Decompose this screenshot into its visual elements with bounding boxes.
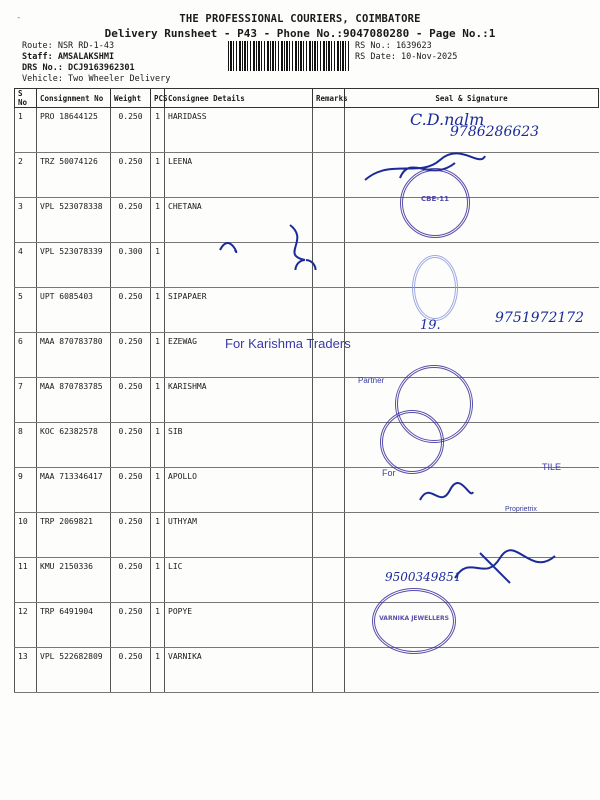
- cell-remarks: [313, 378, 345, 423]
- cell-pcs: 1: [151, 108, 165, 153]
- cell-remarks: [313, 558, 345, 603]
- col-header-consignment: Consignment No: [37, 89, 111, 108]
- cell-consignment-no: UPT 6085403: [37, 288, 111, 333]
- scan-mark: -: [16, 13, 22, 23]
- cell-consignment-no: PRO 18644125: [37, 108, 111, 153]
- stamp-tile-row-10: TILE: [542, 462, 562, 472]
- table-header-row: [15, 89, 599, 108]
- cell-consignee: LEENA: [165, 153, 313, 198]
- table-row: [15, 423, 599, 468]
- cell-weight: 0.250: [111, 288, 151, 333]
- signature-scribble-row-4: [210, 220, 330, 270]
- cell-consignee: UTHYAM: [165, 513, 313, 558]
- runsheet-table: [14, 88, 599, 693]
- cell-consignee: HARIDASS: [165, 108, 313, 153]
- cell-consignment-no: VPL 523078338: [37, 198, 111, 243]
- barcode-image: [228, 41, 350, 71]
- cell-signature: [345, 243, 599, 288]
- cell-weight: 0.250: [111, 108, 151, 153]
- cell-sno: 12: [15, 603, 37, 648]
- signature-scribble-row-2: [360, 148, 490, 188]
- col-header-consignee: Consignee Details: [165, 89, 313, 108]
- cell-sno: 5: [15, 288, 37, 333]
- drs-label: DRS No.: DCJ9163962301: [22, 63, 135, 73]
- cell-weight: 0.300: [111, 243, 151, 288]
- signature-scribble-row-12: [450, 548, 560, 588]
- cell-consignment-no: MAA 713346417: [37, 468, 111, 513]
- company-title: THE PROFESSIONAL COURIERS, COIMBATORE: [179, 13, 421, 25]
- cell-sno: 3: [15, 198, 37, 243]
- route-label: Route: NSR RD-1-43: [22, 41, 115, 51]
- handwritten-date-row-6: 19.: [420, 318, 441, 333]
- cell-consignee: CHETANA: [165, 198, 313, 243]
- cell-weight: 0.250: [111, 423, 151, 468]
- cell-consignee: APOLLO: [165, 468, 313, 513]
- rs-date: RS Date: 10-Nov-2025: [355, 52, 458, 62]
- handwritten-phone-row-6: 9751972172: [495, 310, 585, 326]
- cell-signature: [345, 648, 599, 693]
- signature-scribble-row-11: [415, 480, 475, 510]
- cell-pcs: 1: [151, 288, 165, 333]
- cell-signature: [345, 603, 599, 648]
- cell-signature: [345, 333, 599, 378]
- cell-consignment-no: VPL 523078339: [37, 243, 111, 288]
- cell-weight: 0.250: [111, 513, 151, 558]
- cell-signature: [345, 198, 599, 243]
- cell-sno: 13: [15, 648, 37, 693]
- seal-text-varnika: VARNIKA JEWELLERS: [379, 615, 449, 622]
- cell-remarks: [313, 108, 345, 153]
- stamp-proprietrix-row-11: Proprietrix: [505, 506, 537, 513]
- col-header-sno: S No: [15, 89, 37, 108]
- cell-sno: 7: [15, 378, 37, 423]
- cell-remarks: [313, 423, 345, 468]
- cell-remarks: [313, 603, 345, 648]
- cell-consignment-no: TRP 2069821: [37, 513, 111, 558]
- col-header-weight: Weight: [111, 89, 151, 108]
- col-header-pcs: PCS: [151, 89, 165, 108]
- cell-weight: 0.250: [111, 558, 151, 603]
- cell-pcs: 1: [151, 333, 165, 378]
- vehicle-label: Vehicle: Two Wheeler Delivery: [22, 74, 171, 84]
- cell-weight: 0.250: [111, 648, 151, 693]
- table-row: [15, 288, 599, 333]
- runsheet-title: Delivery Runsheet - P43 - Phone No.:9047080280 - Page No.:1: [104, 27, 496, 40]
- cell-sno: 8: [15, 423, 37, 468]
- stamp-partner-row-7: Partner: [358, 376, 385, 385]
- cell-remarks: [313, 513, 345, 558]
- cell-pcs: 1: [151, 423, 165, 468]
- stamp-text-row-7: For Karishma Traders: [225, 336, 351, 351]
- cell-weight: 0.250: [111, 468, 151, 513]
- cell-consignee: POPYE: [165, 603, 313, 648]
- cell-signature: [345, 423, 599, 468]
- stamp-for-row-10: For: [382, 468, 396, 478]
- cell-consignment-no: MAA 870783780: [37, 333, 111, 378]
- cell-consignee: EZEWAG: [165, 333, 313, 378]
- cell-pcs: 1: [151, 153, 165, 198]
- cell-remarks: [313, 468, 345, 513]
- cell-consignee: LIC: [165, 558, 313, 603]
- cell-consignment-no: VPL 522682809: [37, 648, 111, 693]
- cell-weight: 0.250: [111, 378, 151, 423]
- cell-consignment-no: TRZ 50074126: [37, 153, 111, 198]
- cell-pcs: 1: [151, 603, 165, 648]
- cell-consignment-no: MAA 870783785: [37, 378, 111, 423]
- cell-consignment-no: KOC 62382578: [37, 423, 111, 468]
- cell-remarks: [313, 648, 345, 693]
- cell-consignment-no: TRP 6491904: [37, 603, 111, 648]
- cell-pcs: 1: [151, 558, 165, 603]
- cell-weight: 0.250: [111, 198, 151, 243]
- cell-weight: 0.250: [111, 603, 151, 648]
- table-row: [15, 108, 599, 153]
- cell-consignment-no: KMU 2150336: [37, 558, 111, 603]
- cell-pcs: 1: [151, 513, 165, 558]
- cell-sno: 11: [15, 558, 37, 603]
- cell-sno: 2: [15, 153, 37, 198]
- cell-remarks: [313, 153, 345, 198]
- cell-consignee: KARISHMA: [165, 378, 313, 423]
- seal-code: CBE-11: [421, 195, 449, 203]
- cell-sno: 10: [15, 513, 37, 558]
- table-row: [15, 603, 599, 648]
- handwritten-signature-row-1: C.D.nalm: [410, 110, 485, 129]
- cell-pcs: 1: [151, 468, 165, 513]
- cell-weight: 0.250: [111, 333, 151, 378]
- table-row: [15, 378, 599, 423]
- cell-consignee: SIPAPAER: [165, 288, 313, 333]
- cell-pcs: 1: [151, 198, 165, 243]
- table-row: [15, 648, 599, 693]
- cell-sno: 6: [15, 333, 37, 378]
- cell-weight: 0.250: [111, 153, 151, 198]
- rs-number: RS No.: 1639623: [355, 41, 432, 51]
- col-header-remarks: Remarks: [313, 89, 345, 108]
- staff-label: Staff: AMSALAKSHMI: [22, 52, 115, 62]
- cell-sno: 9: [15, 468, 37, 513]
- cell-signature: [345, 108, 599, 153]
- col-header-signature: Seal & Signature: [345, 89, 599, 108]
- cell-pcs: 1: [151, 243, 165, 288]
- cell-pcs: 1: [151, 378, 165, 423]
- rs-info: [355, 41, 457, 63]
- cell-sno: 4: [15, 243, 37, 288]
- handwritten-phone-row-1: 9786286623: [450, 124, 540, 140]
- cell-signature: [345, 288, 599, 333]
- cell-sno: 1: [15, 108, 37, 153]
- handwritten-phone-row-12: 9500349851: [385, 570, 462, 584]
- cell-consignee: VARNIKA: [165, 648, 313, 693]
- cell-pcs: 1: [151, 648, 165, 693]
- cell-remarks: [313, 288, 345, 333]
- table-row: [15, 153, 599, 198]
- route-info: [22, 41, 170, 85]
- cell-consignee: SIB: [165, 423, 313, 468]
